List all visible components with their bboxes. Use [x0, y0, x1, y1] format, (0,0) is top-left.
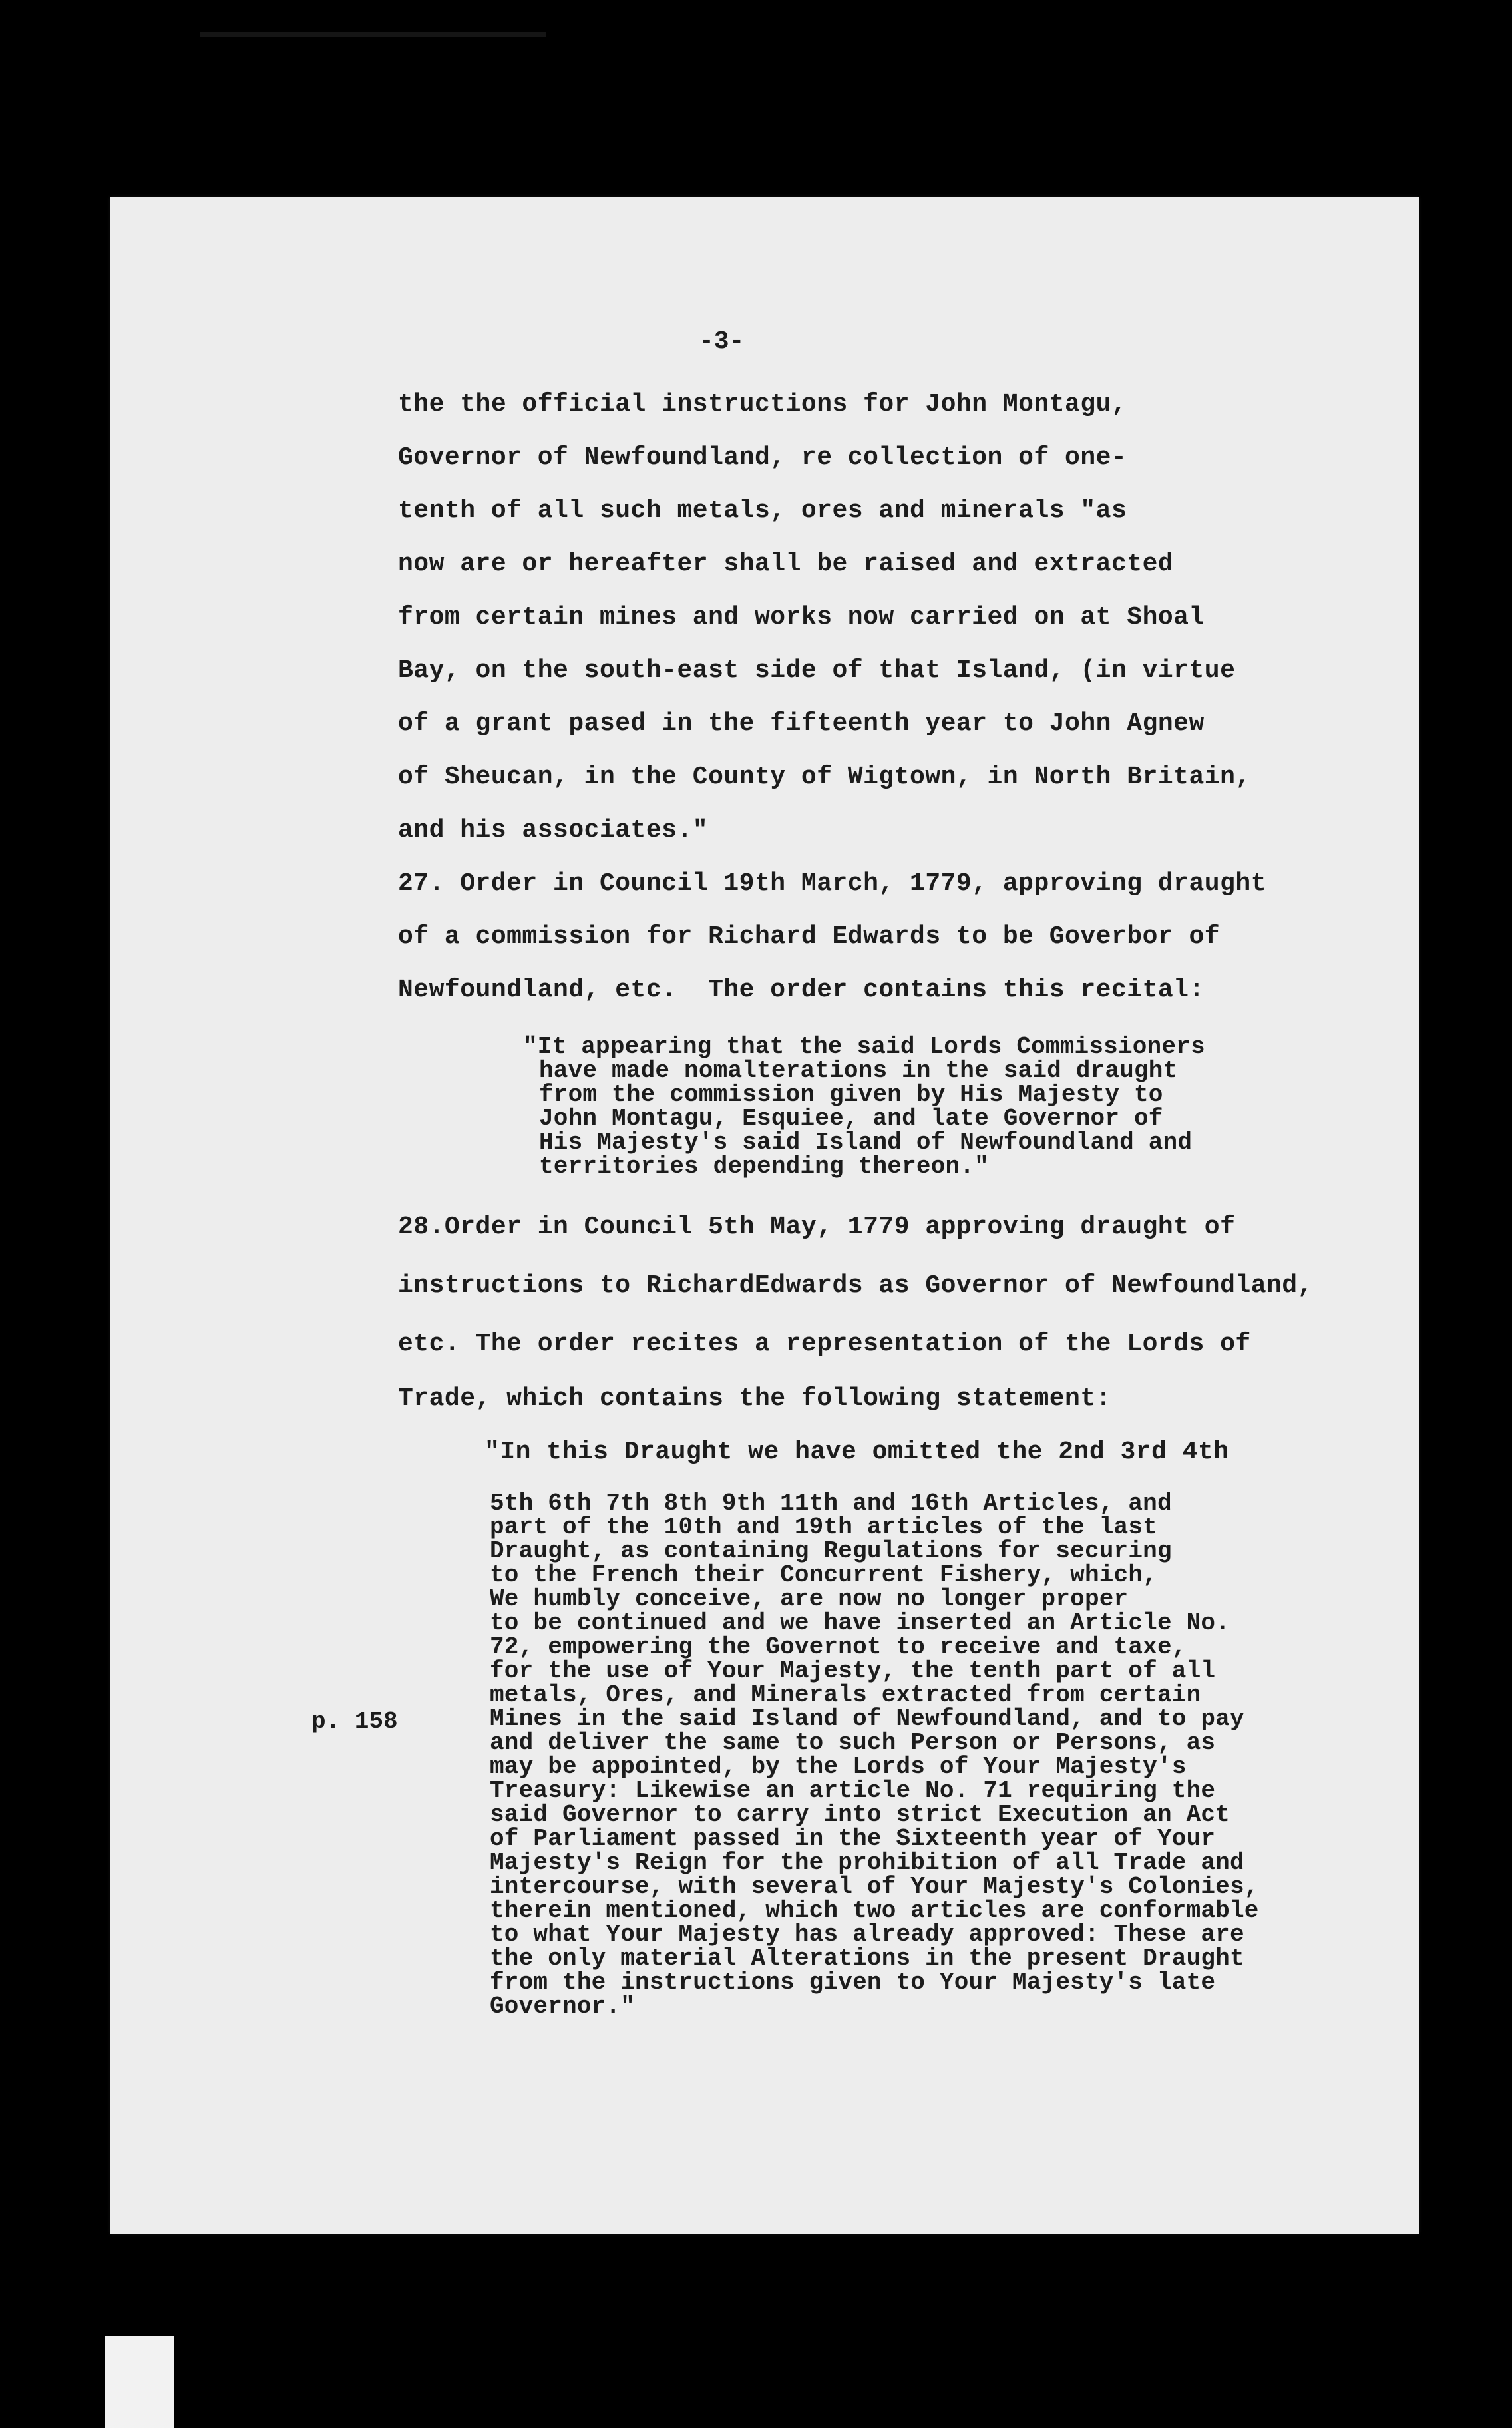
text-line: etc. The order recites a representation of the Lords of	[398, 1330, 1251, 1358]
quote-line: John Montagu, Esquiee, and late Governor of	[539, 1105, 1163, 1132]
quote-line: for the use of Your Majesty, the tenth part of all	[490, 1657, 1216, 1685]
quote-line: Governor."	[490, 1993, 636, 2020]
quote-line: to what Your Majesty has already approved: These are	[490, 1921, 1244, 1948]
quote-line: and deliver the same to such Person or Persons, as	[490, 1729, 1216, 1756]
quote-line: We humbly conceive, are now no longer proper	[490, 1585, 1129, 1613]
quote-line: to the French their Concurrent Fishery, which,	[490, 1561, 1157, 1589]
text-line: Bay, on the south-east side of that Island, (in virtue	[398, 656, 1236, 685]
quote-line: "It appearing that the said Lords Commissioners	[523, 1033, 1205, 1060]
film-edge-mark	[200, 32, 546, 37]
quote-line: therein mentioned, which two articles are conformable	[490, 1897, 1259, 1924]
film-tab	[105, 2336, 174, 2428]
quote-line: Mines in the said Island of Newfoundland, and to pay	[490, 1705, 1244, 1732]
text-line: of a grant pased in the fifteenth year to John Agnew	[398, 709, 1205, 738]
quote-line: Draught, as containing Regulations for securing	[490, 1537, 1172, 1565]
text-line: of a commission for Richard Edwards to be Goverbor of	[398, 922, 1221, 951]
margin-page-reference: p. 158	[311, 1708, 398, 1735]
quote-line: have made nomalterations in the said draught	[539, 1057, 1178, 1084]
quote-line: His Majesty's said Island of Newfoundland and	[539, 1129, 1193, 1156]
text-line: "In this Draught we have omitted the 2nd 3rd 4th	[484, 1438, 1229, 1466]
quote-line: Majesty's Reign for the prohibition of all Trade and	[490, 1849, 1244, 1876]
page-number: -3-	[699, 327, 745, 356]
text-line: Governor of Newfoundland, re collection of one-	[398, 443, 1127, 472]
quote-line: territories depending thereon."	[539, 1153, 989, 1180]
text-line: the the official instructions for John Montagu,	[398, 390, 1127, 419]
quote-line: part of the 10th and 19th articles of the last	[490, 1514, 1157, 1541]
text-line: 28.Order in Council 5th May, 1779 approving draught of	[398, 1213, 1236, 1241]
text-line: from certain mines and works now carried on at Shoal	[398, 603, 1205, 632]
text-line: now are or hereafter shall be raised and extracted	[398, 550, 1174, 578]
quote-line: may be appointed, by the Lords of Your Majesty's	[490, 1753, 1187, 1780]
quote-line: intercourse, with several of Your Majesty's Colonies,	[490, 1873, 1259, 1900]
quote-line: said Governor to carry into strict Execution an Act	[490, 1801, 1230, 1828]
quote-line: to be continued and we have inserted an Article No.	[490, 1609, 1230, 1637]
quote-line: from the instructions given to Your Majesty's late	[490, 1969, 1216, 1996]
text-line: 27. Order in Council 19th March, 1779, approving draught	[398, 869, 1267, 898]
text-line: and his associates."	[398, 816, 709, 845]
text-line: Newfoundland, etc. The order contains this recital:	[398, 976, 1205, 1004]
quote-line: Treasury: Likewise an article No. 71 requiring the	[490, 1777, 1216, 1804]
quote-line: 5th 6th 7th 8th 9th 11th and 16th Articles, and	[490, 1490, 1172, 1517]
text-line: instructions to RichardEdwards as Governor of Newfoundland,	[398, 1271, 1313, 1300]
quote-line: the only material Alterations in the present Draught	[490, 1945, 1244, 1972]
text-line: Trade, which contains the following statement:	[398, 1384, 1111, 1413]
text-line: of Sheucan, in the County of Wigtown, in North Britain,	[398, 763, 1251, 791]
quote-line: metals, Ores, and Minerals extracted from certain	[490, 1681, 1201, 1709]
quote-line: of Parliament passed in the Sixteenth year of Your	[490, 1825, 1216, 1852]
text-line: tenth of all such metals, ores and minerals "as	[398, 497, 1127, 525]
quote-line: 72, empowering the Governot to receive and taxe,	[490, 1633, 1187, 1661]
quote-line: from the commission given by His Majesty to	[539, 1081, 1163, 1108]
